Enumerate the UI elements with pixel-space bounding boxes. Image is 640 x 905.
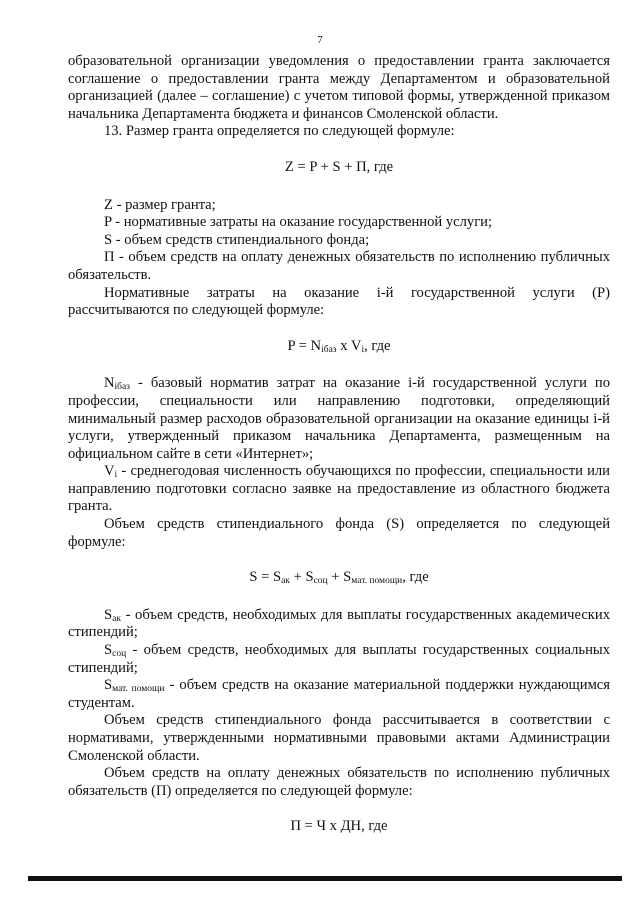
paragraph-normative-costs: Нормативные затраты на оказание i-й государственной услуги (P) рассчитываются по следующей формуле: — [68, 284, 610, 319]
definition-pi: П - объем средств на оплату денежных обязательств по исполнению публичных обязательств. — [68, 249, 610, 283]
definition-v-symbol: V — [104, 463, 115, 480]
formula-s-plus2: + S — [327, 569, 352, 586]
definition-s-soc-sub: соц — [112, 649, 127, 660]
paragraph-public-obligations: Объем средств на оплату денежных обязательств по исполнению публичных обязательств (П) определяется по следующей формуле: — [68, 765, 610, 799]
bottom-rule — [28, 876, 622, 881]
paragraph-fund-calculation: Объем средств стипендиального фонда рассчитывается в соответствии с нормативами, утвержденными нормативными правовыми актами Администрации Смоленской области. — [68, 712, 610, 764]
definition-n — [68, 375, 610, 463]
definition-s-soc-text: - объем средств, необходимых для выплаты государственных социальных стипендий; — [68, 642, 610, 676]
paragraph-13: 13. Размер гранта определяется по следующей формуле: — [104, 123, 455, 140]
definition-s-ak-symbol: S — [104, 606, 113, 623]
definition-n-text: - базовый норматив затрат на оказание i-й государственной услуги по профессии, специальности или направлению подготовки, определяющий минимальный размер расходов образовательной организации на оказание единицы i-й услуги, утвержденный приказом начальника Департамента, размещенным на официальном сайте в сети «Интернет»; — [68, 375, 610, 462]
formula-normative — [68, 338, 610, 356]
definition-s-ak — [68, 607, 610, 642]
definition-s-soc — [68, 642, 610, 677]
definition-s-mat-symbol: S — [104, 677, 113, 694]
paragraph-continuation: образовательной организации уведомления о предоставлении гранта заключается соглашение о предоставлении гранта между Департаментом и образовательной организацией (далее – соглашение) с учетом типовой формы, утвержденной приказом начальника Департамента бюджета и финансов Смоленской области. — [68, 53, 610, 122]
definition-s-mat-text: - объем средств на оказание материальной поддержки нуждающимся студентам. — [68, 677, 610, 711]
formula-p-sub: iбаз — [321, 344, 337, 355]
definition-n-symbol: N — [104, 375, 115, 392]
definition-n-sub: iбаз — [114, 382, 130, 393]
definition-v-sub: i — [114, 470, 118, 481]
document-body — [68, 53, 610, 836]
definition-s: S - объем средств стипендиального фонда; — [104, 231, 370, 248]
definition-s-soc-symbol: S — [104, 642, 113, 659]
definition-v — [68, 463, 610, 516]
formula-public-obligations: П = Ч x ДН, где — [290, 818, 388, 835]
formula-s-sub3: мат. помощи — [351, 576, 403, 587]
definition-s-ak-text: - объем средств, необходимых для выплаты государственных академических стипендий; — [68, 606, 610, 641]
definition-z: Z - размер гранта; — [104, 196, 216, 213]
paragraph-scholarship-fund: Объем средств стипендиального фонда (S) определяется по следующей формуле: — [68, 516, 610, 550]
formula-s-plus1: + S — [289, 569, 314, 586]
formula-s-sub1: ак — [281, 576, 290, 587]
definition-s-mat-sub: мат. помощи — [112, 684, 165, 695]
formula-s-rhs: , где — [402, 569, 429, 586]
formula-s-sub2: соц — [313, 576, 328, 587]
formula-p-sub2: i — [361, 344, 365, 355]
formula-grant: Z = P + S + П, где — [284, 158, 394, 175]
formula-p-mid: x V — [336, 337, 362, 354]
formula-scholarship — [68, 569, 610, 587]
formula-s-lhs: S = S — [249, 569, 282, 586]
definition-p: P - нормативные затраты на оказание государственной услуги; — [104, 214, 493, 231]
definition-s-ak-sub: ак — [112, 613, 121, 624]
page-number: 7 — [317, 34, 323, 46]
formula-p-rhs: , где — [364, 337, 391, 354]
formula-p-lhs: P = N — [287, 337, 322, 354]
definition-v-text: - среднегодовая численность обучающихся по профессии, специальности или направлению подготовки согласно заявке на предоставление из областного бюджета гранта. — [68, 463, 610, 515]
definition-s-mat — [68, 677, 610, 712]
